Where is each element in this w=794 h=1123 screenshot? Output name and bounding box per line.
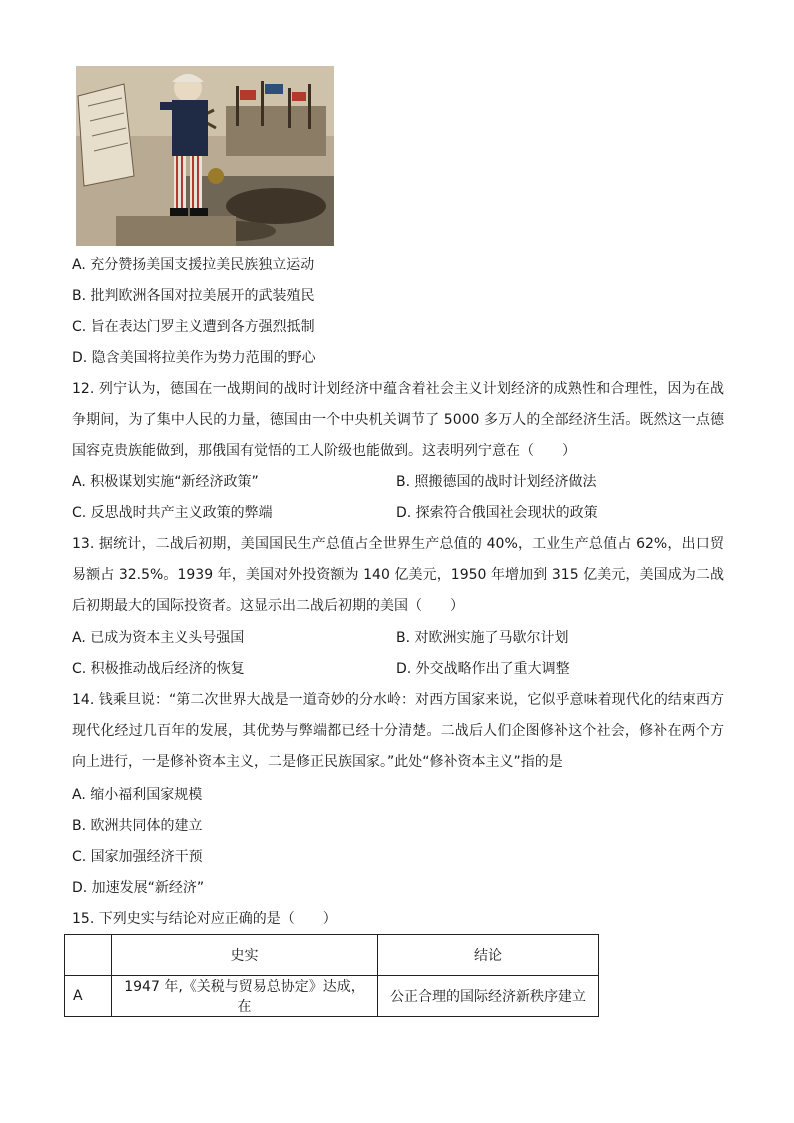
q13-option-d: D. 外交战略作出了重大调整 [396,661,570,677]
q12-option-d: D. 探索符合俄国社会现状的政策 [396,505,598,521]
table-header-cell [65,935,112,976]
q14-stem: 14. 钱乘旦说：“第二次世界大战是一道奇妙的分水岭：对西方国家来说，它似乎意味着现代化的结束西方现代化经过几百年的发展，其优势与弊端都已经十分清楚。二战后人们企图修补这个社会，修补在两个方向上进行，一是修补资本主义，二是修正民族国家。”此处“修补资本主义”指的是 [72,692,724,770]
political-cartoon-image [76,66,334,246]
q15-table [64,934,599,1017]
table-cell: 公正合理的国际经济新秩序建立 [378,976,599,1017]
q12-option-a: A. 积极谋划实施“新经济政策” [72,474,259,490]
table-row [65,976,599,1017]
q11-option-d: D. 隐含美国将拉美作为势力范围的野心 [72,350,316,366]
table-header-row [65,935,599,976]
table-cell: 1947 年,《关税与贸易总协定》达成，在 [112,976,378,1017]
q14-option-d: D. 加速发展“新经济” [72,880,205,896]
table-header-cell: 结论 [378,935,599,976]
q14-option-a: A. 缩小福利国家规模 [72,787,203,803]
table-cell: A [65,976,112,1017]
q12-option-b: B. 照搬德国的战时计划经济做法 [396,474,597,490]
q14-option-b: B. 欧洲共同体的建立 [72,818,203,834]
q14-option-c: C. 国家加强经济干预 [72,849,203,865]
q12-stem: 12. 列宁认为，德国在一战期间的战时计划经济中蕴含着社会主义计划经济的成熟性和合理性，因为在战争期间，为了集中人民的力量，德国由一个中央机关调节了 5000 多万人的全部经济生活。既然这一点德国容克贵族能做到，那俄国有觉悟的工人阶级也能做到。这表明列宁意在（ ） [72,381,724,459]
q11-option-a: A. 充分赞扬美国支援拉美民族独立运动 [72,257,315,273]
q11-option-c: C. 旨在表达门罗主义遭到各方强烈抵制 [72,319,315,335]
q12-option-c: C. 反思战时共产主义政策的弊端 [72,505,273,521]
table-header-cell: 史实 [112,935,378,976]
q15-stem: 15. 下列史实与结论对应正确的是（ ） [72,911,337,927]
q13-option-c: C. 积极推动战后经济的恢复 [72,661,245,677]
q11-option-b: B. 批判欧洲各国对拉美展开的武装殖民 [72,288,315,304]
q13-option-a: A. 已成为资本主义头号强国 [72,630,245,646]
q13-stem: 13. 据统计，二战后初期，美国国民生产总值占全世界生产总值的 40%，工业生产总值占 62%，出口贸易额占 32.5%。1939 年，美国对外投资额为 140 亿美元，1950 年增加到 315 亿美元，美国成为二战后初期最大的国际投资者。这显示出二战后初期的美国（ ） [72,536,724,614]
q13-option-b: B. 对欧洲实施了马歇尔计划 [396,630,569,646]
